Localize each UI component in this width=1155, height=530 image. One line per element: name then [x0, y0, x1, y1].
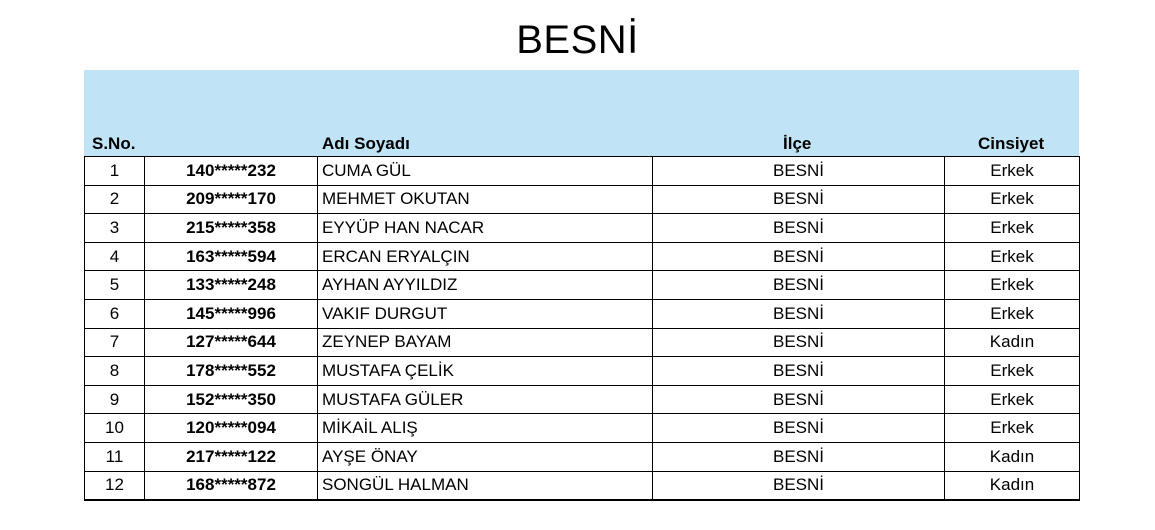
cell-ilce: BESNİ [653, 357, 945, 386]
cell-cinsiyet: Kadın [945, 442, 1080, 471]
cell-tc-no: 127*****644 [145, 328, 318, 357]
cell-tc-no: 215*****358 [145, 214, 318, 243]
cell-tc-no: 178*****552 [145, 357, 318, 386]
cell-tc-no: 133*****248 [145, 271, 318, 300]
cell-ilce: BESNİ [653, 414, 945, 443]
cell-sno: 9 [85, 385, 145, 414]
cell-sno: 12 [85, 471, 145, 500]
cell-tc-no: 168*****872 [145, 471, 318, 500]
cell-cinsiyet: Erkek [945, 157, 1080, 186]
cell-tc-no: 209*****170 [145, 185, 318, 214]
cell-ilce: BESNİ [653, 442, 945, 471]
table-row [85, 328, 1080, 357]
cell-ilce: BESNİ [653, 242, 945, 271]
column-header-cinsiyet: Cinsiyet [978, 134, 1045, 153]
cell-cinsiyet: Kadın [945, 328, 1080, 357]
table-body [85, 157, 1080, 501]
cell-sno: 1 [85, 157, 145, 186]
table-row [85, 242, 1080, 271]
cell-cinsiyet: Erkek [945, 414, 1080, 443]
cell-ilce: BESNİ [653, 328, 945, 357]
cell-name: ZEYNEP BAYAM [318, 328, 653, 357]
cell-cinsiyet: Erkek [945, 242, 1080, 271]
table-row [85, 414, 1080, 443]
table-row [85, 157, 1080, 186]
cell-tc-no: 120*****094 [145, 414, 318, 443]
cell-name: ERCAN ERYALÇIN [318, 242, 653, 271]
cell-sno: 6 [85, 299, 145, 328]
page-title: BESNİ [516, 18, 639, 62]
table-row [85, 471, 1080, 500]
cell-cinsiyet: Erkek [945, 357, 1080, 386]
cell-sno: 8 [85, 357, 145, 386]
cell-sno: 7 [85, 328, 145, 357]
table-row [85, 299, 1080, 328]
cell-name: MEHMET OKUTAN [318, 185, 653, 214]
cell-name: MUSTAFA GÜLER [318, 385, 653, 414]
cell-sno: 5 [85, 271, 145, 300]
cell-tc-no: 145*****996 [145, 299, 318, 328]
cell-name: VAKIF DURGUT [318, 299, 653, 328]
column-header-ilce: İlçe [783, 134, 812, 153]
cell-name: MİKAİL ALIŞ [318, 414, 653, 443]
table-header-band [84, 70, 1079, 156]
cell-name: EYYÜP HAN NACAR [318, 214, 653, 243]
cell-cinsiyet: Erkek [945, 214, 1080, 243]
data-table [84, 156, 1080, 501]
table-row [85, 385, 1080, 414]
cell-name: AYŞE ÖNAY [318, 442, 653, 471]
table-row [85, 357, 1080, 386]
cell-cinsiyet: Erkek [945, 271, 1080, 300]
cell-name: CUMA GÜL [318, 157, 653, 186]
column-header-name: Adı Soyadı [322, 134, 410, 153]
cell-ilce: BESNİ [653, 214, 945, 243]
cell-ilce: BESNİ [653, 157, 945, 186]
cell-cinsiyet: Erkek [945, 385, 1080, 414]
cell-sno: 2 [85, 185, 145, 214]
table-row [85, 442, 1080, 471]
cell-sno: 3 [85, 214, 145, 243]
cell-ilce: BESNİ [653, 185, 945, 214]
column-header-sno: S.No. [92, 134, 136, 153]
cell-tc-no: 140*****232 [145, 157, 318, 186]
cell-cinsiyet: Kadın [945, 471, 1080, 500]
table-row [85, 271, 1080, 300]
table-row [85, 185, 1080, 214]
cell-cinsiyet: Erkek [945, 185, 1080, 214]
cell-sno: 10 [85, 414, 145, 443]
cell-ilce: BESNİ [653, 385, 945, 414]
cell-ilce: BESNİ [653, 271, 945, 300]
cell-sno: 11 [85, 442, 145, 471]
cell-name: SONGÜL HALMAN [318, 471, 653, 500]
cell-tc-no: 152*****350 [145, 385, 318, 414]
cell-cinsiyet: Erkek [945, 299, 1080, 328]
cell-name: AYHAN AYYILDIZ [318, 271, 653, 300]
cell-ilce: BESNİ [653, 471, 945, 500]
cell-sno: 4 [85, 242, 145, 271]
cell-ilce: BESNİ [653, 299, 945, 328]
table-row [85, 214, 1080, 243]
cell-tc-no: 163*****594 [145, 242, 318, 271]
cell-tc-no: 217*****122 [145, 442, 318, 471]
cell-name: MUSTAFA ÇELİK [318, 357, 653, 386]
